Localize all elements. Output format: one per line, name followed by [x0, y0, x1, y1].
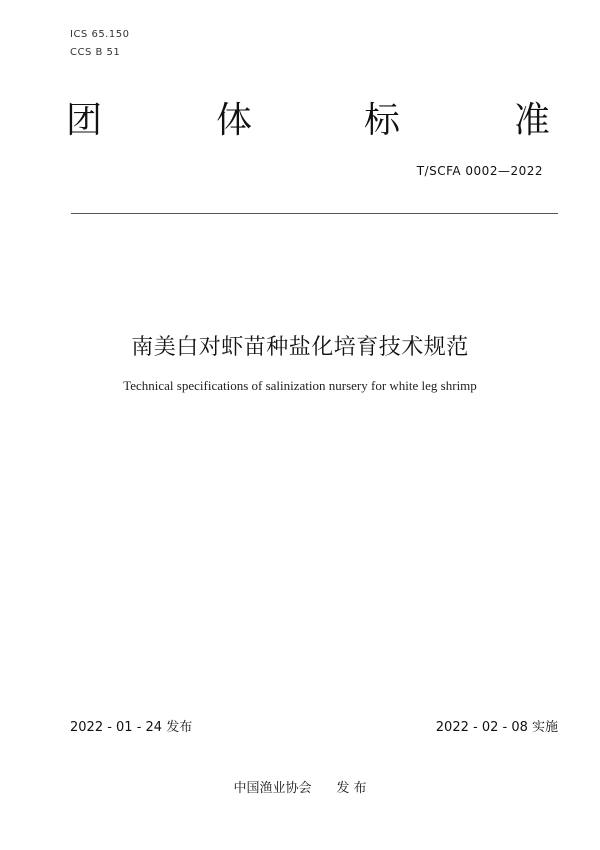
header-char-3: 标 — [364, 100, 401, 141]
document-title-english: Technical specifications of salinization nursery for white leg shrimp — [123, 378, 477, 393]
publisher: 中国渔业协会 发 布 — [233, 781, 367, 796]
header-char-4: 准 — [514, 100, 551, 141]
ccs-code: CCS B 51 — [70, 47, 121, 58]
implementation-date: 2022 - 02 - 08 实施 — [435, 720, 558, 735]
publication-date: 2022 - 01 - 24 发布 — [70, 720, 193, 735]
header-char-1: 团 — [66, 100, 103, 141]
header-char-2: 体 — [216, 100, 253, 141]
header-divider — [71, 213, 558, 214]
standard-number: T/SCFA 0002—2022 — [416, 164, 543, 178]
document-title-chinese: 南美白对虾苗种盐化培育技术规范 — [131, 335, 469, 360]
ics-code: ICS 65.150 — [70, 29, 130, 40]
